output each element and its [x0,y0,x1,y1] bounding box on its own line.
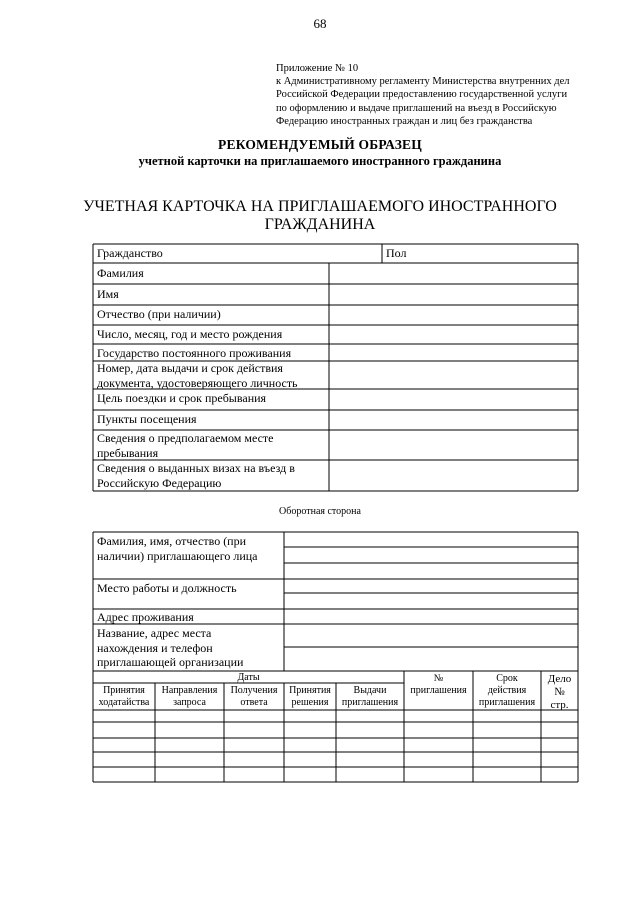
organization-line: нахождения и телефон [97,640,213,655]
date-col-header [93,685,155,709]
page-number: 68 [313,16,327,31]
visas-label-line: Сведения о выданных визах на въезд в [97,461,295,475]
date-col-line: ходатайства [98,697,150,708]
date-col-line: приглашения [341,697,399,708]
organization-line: приглашающей организации [97,655,244,669]
citizenship-label: Гражданство [97,246,163,260]
validity-term-line: действия [487,685,527,696]
date-col-line: запроса [173,697,206,708]
date-col-line: ответа [240,697,268,708]
address-label: Адрес проживания [97,610,194,624]
date-col-header [155,685,224,709]
case-line: стр. [550,699,569,711]
appendix-line: Российской Федерации предоставлению государственной услуги [276,89,568,101]
appendix-line: Федерацию иностранных граждан и лиц без гражданства [276,115,533,127]
date-col-header [284,685,336,709]
sex-label: Пол [386,246,407,260]
case-header [541,673,578,712]
date-col-line: Получения [230,685,278,696]
date-col-header [224,685,284,709]
surname-label: Фамилия [97,266,144,280]
invitation-number-line: приглашения [410,685,467,696]
date-col-line: Выдачи [353,685,387,696]
dates-header: Даты [237,672,260,683]
document-label [97,361,298,390]
document-label-line: Номер, дата выдачи и срок действия [97,361,283,375]
organization-label [97,626,243,670]
invitation-number-header [404,673,473,697]
visas-label-line: Российскую Федерацию [97,475,222,490]
inviter-name-line: Фамилия, имя, отчество (при [97,534,247,548]
appendix-line: по оформлению и выдаче приглашений на въезд в Российскую [276,102,557,114]
date-col-line: Принятия [103,685,145,696]
inviter-name-line: наличии) приглашающего лица [97,548,258,563]
case-line: № [554,686,565,698]
birth-label: Число, месяц, год и место рождения [97,327,283,341]
validity-term-line: Срок [496,673,518,684]
invitation-number-line: № [433,673,444,684]
validity-term-line: приглашения [478,697,536,708]
card-title-line: ГРАЖДАНИНА [264,216,376,233]
visas-label [97,461,295,490]
date-col-line: Принятия [289,685,331,696]
organization-line: Название, адрес места [97,626,212,640]
work-label: Место работы и должность [97,581,237,595]
name-label: Имя [97,287,119,301]
trip-purpose-label: Цель поездки и срок пребывания [97,391,267,405]
sample-subheading: учетной карточки на приглашаемого иностранного гражданина [138,154,502,168]
document-label-line: документа, удостоверяющего личность [97,375,298,390]
card-title-line: УЧЕТНАЯ КАРТОЧКА НА ПРИГЛАШАЕМОГО ИНОСТРАННОГО [83,198,557,215]
appendix-line: Приложение № 10 [276,63,359,74]
appendix-line: к Административному регламенту Министерства внутренних дел [276,76,570,88]
stay-place-label-line: Сведения о предполагаемом месте [97,431,274,445]
sample-heading: РЕКОМЕНДУЕМЫЙ ОБРАЗЕЦ [218,137,422,152]
visit-points-label: Пункты посещения [97,412,197,426]
patronymic-label: Отчество (при наличии) [97,307,221,321]
date-col-line: решения [291,697,329,708]
inviter-name-label [97,534,258,563]
reverse-side-label: Оборотная сторона [279,506,361,517]
date-col-line: Направления [161,685,218,696]
date-col-header [336,685,404,709]
case-line: Дело [547,673,572,685]
stay-place-label-line: пребывания [97,445,159,460]
validity-term-header [473,673,541,709]
stay-place-label [97,431,273,460]
residence-state-label: Государство постоянного проживания [97,346,292,360]
